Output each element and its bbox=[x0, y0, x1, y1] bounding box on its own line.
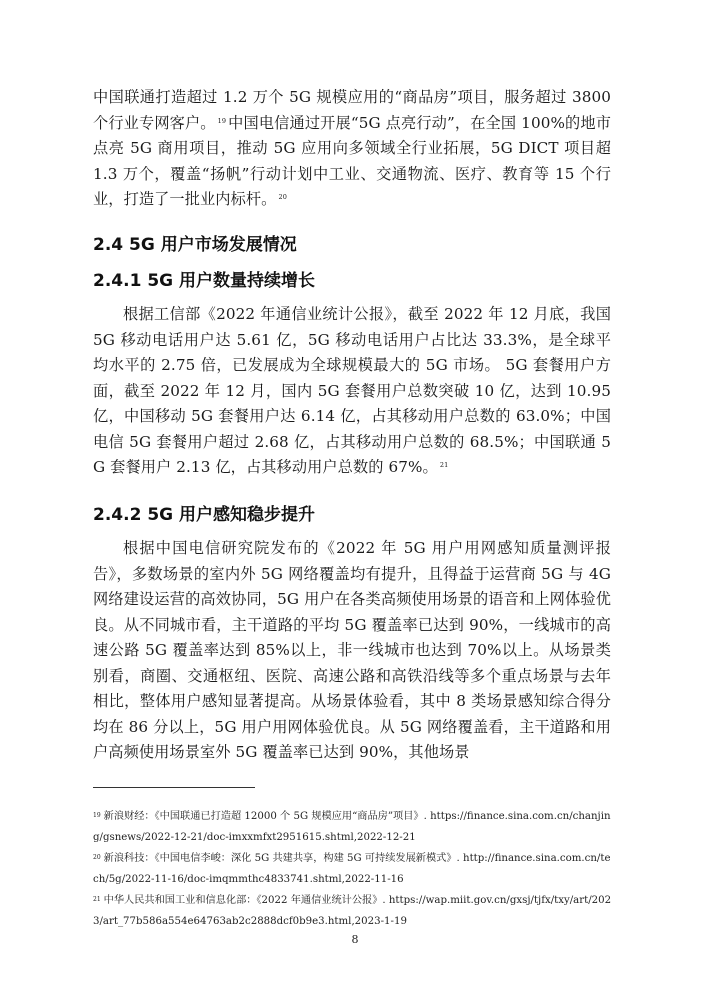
footnote-number: 20 bbox=[93, 854, 101, 861]
footnote-ref-19[interactable]: 19 bbox=[217, 116, 227, 125]
section-2-4-1-paragraph bbox=[93, 302, 611, 481]
section-2-4-1-text: 根据工信部《2022 年通信业统计公报》，截至 2022 年 12 月底，我国 5G 移动电话用户达 5.61 亿，5G 移动电话用户占比达 33.3%，是全球平均水平的 2.75 倍，已发展成为全球规模最大的 5G 市场。 5G 套餐用户方面，截至 2022 年 12 月，国内 5G 套餐用户总数突破 10 亿，达到 10.95 亿，中国移动 5G 套餐用户达 6.14 亿，占其移动用户总数的 63.0%；中国电信 5G 套餐用户超过 2.68 亿，占其移动用户总数的 68.5%；中国联通 5G 套餐用户 2.13 亿，占其移动用户总数的 67%。 bbox=[93, 305, 611, 476]
footnote-number: 19 bbox=[93, 812, 101, 819]
section-2-4-2-paragraph: 根据中国电信研究院发布的《2022 年 5G 用户用网感知质量测评报告》，多数场景的室内外 5G 网络覆盖均有提升，且得益于运营商 5G 与 4G 网络建设运营的高效协同，5G 用户在各类高频使用场景的语音和上网体验优良。从不同城市看，主干道路的平均 5G 覆盖率已达到 90%，一线城市的高速公路 5G 覆盖率达到 85%以上，非一线城市也达到 70%以上。从场景类别看，商圈、交通枢纽、医院、高速公路和高铁沿线等多个重点场景与去年相比，整体用户感知显著提高。从场景体验看，其中 8 类场景感知综合得分均在 86 分以上，5G 用户用网体验优良。从 5G 网络覆盖看，主干道路和用户高频使用场景室外 5G 覆盖率已达到 90%，其他场景 bbox=[93, 539, 611, 761]
section-heading-2-4-2: 2.4.2 5G 用户感知稳步提升 bbox=[93, 505, 316, 525]
footnote-ref-20[interactable]: 20 bbox=[278, 193, 287, 201]
footnote-ref-21[interactable]: 21 bbox=[439, 461, 449, 469]
footnotes bbox=[93, 806, 615, 932]
intro-paragraph bbox=[93, 85, 611, 213]
page-number: 8 bbox=[351, 933, 359, 946]
footnote-text[interactable]: 中华人民共和国工业和信息化部：《2022 年通信业统计公报》. https://wap.miit.gov.cn/gxsj/tjfx/txy/art/2023/art_77b586a554e64763ab2c2888dcf0b9e3.html,2023-1-19 bbox=[93, 895, 612, 927]
intro-text-2: 中国电信通过开展“5G 点亮行动”，在全国 100%的地市点亮 5G 商用项目，推动 5G 应用向多领域全行业拓展，5G DICT 项目超 1.3 万个，覆盖“扬帆”行动计划中工业、交通物流、医疗、教育等 15 个行业，打造了一批业内标杆。 bbox=[93, 113, 611, 208]
footnote-text[interactable]: 新浪科技：《中国电信李峻：深化 5G 共建共享，构建 5G 可持续发展新模式》. http://finance.sina.com.cn/tech/5g/2022-11-16/doc-imqmmthc4833741.shtml,2022-11-16 bbox=[93, 853, 611, 885]
section-heading-2-4-1: 2.4.1 5G 用户数量持续增长 bbox=[93, 271, 316, 291]
section-heading-2-4: 2.4 5G 用户市场发展情况 bbox=[93, 235, 297, 255]
footnote-19 bbox=[93, 806, 615, 848]
footnote-separator bbox=[93, 787, 255, 788]
intro-text-1: 中国联通打造超过 1.2 万个 5G 规模应用的“商品房”项目，服务超过 3800 个行业专网客户。 bbox=[93, 88, 611, 132]
footnote-21 bbox=[93, 890, 615, 932]
footnote-20 bbox=[93, 848, 615, 890]
footnote-text[interactable]: 新浪财经：《中国联通已打造超 12000 个 5G 规模应用“商品房”项目》. https://finance.sina.com.cn/chanjing/gsnews/2022-12-21/doc-imxxmfxt2951615.shtml,2022-12-21 bbox=[93, 811, 611, 843]
footnote-number: 21 bbox=[93, 896, 101, 903]
